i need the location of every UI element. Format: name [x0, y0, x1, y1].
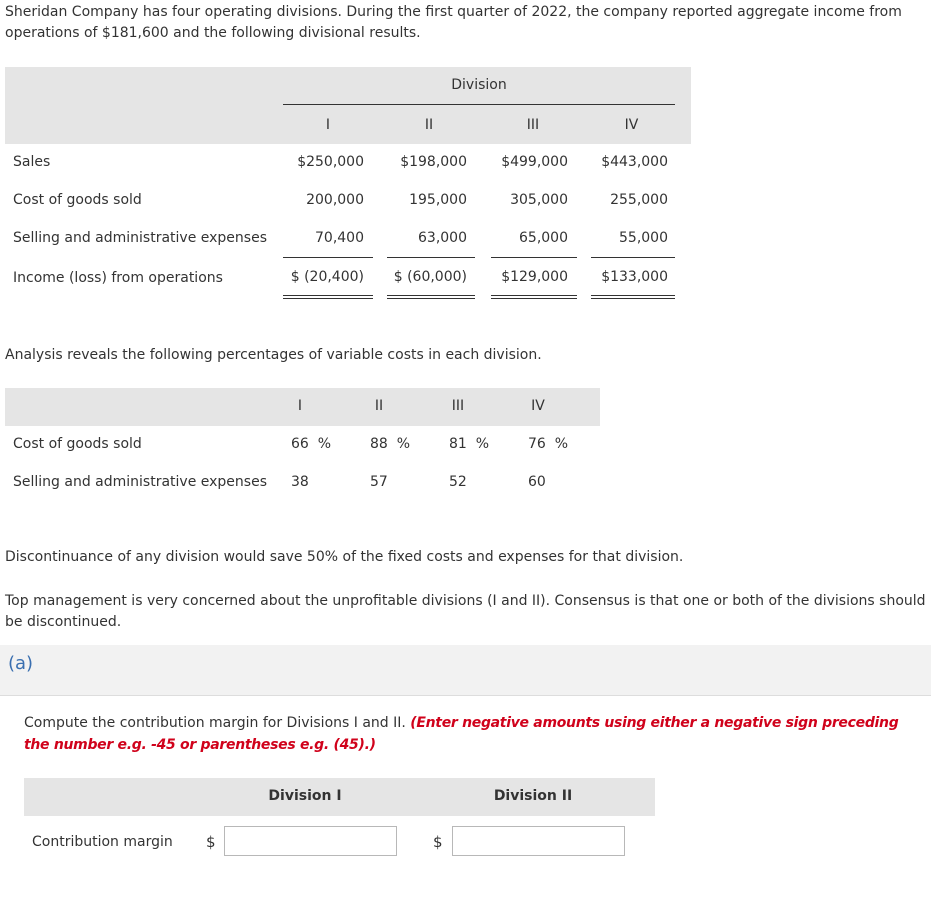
pct-cogs-i: 66 %: [291, 436, 332, 452]
cell-sales-i: $250,000: [297, 154, 364, 170]
row-label-cogs: Cost of goods sold: [13, 192, 142, 208]
intro-paragraph: Sheridan Company has four operating divisions. During the first quarter of 2022, the company reported aggregate income from operations of $181,600 and the following divisional results.: [5, 4, 902, 41]
cell-income-ii: $ (60,000): [393, 269, 467, 285]
division-header-rule: [283, 104, 675, 105]
pct-row-label-sa: Selling and administrative expenses: [13, 474, 267, 490]
pct-sa-i: 38: [291, 474, 309, 490]
cell-cogs-iii: 305,000: [510, 192, 568, 208]
management-paragraph: Top management is very concerned about the unprofitable divisions (I and II). Consensus is that one or both of the divisions should be discontinued.: [5, 593, 926, 630]
underline-ii: [387, 257, 475, 258]
question-text: [24, 712, 924, 756]
cell-income-i: $ (20,400): [290, 269, 364, 285]
double-underline-iii: [491, 295, 577, 299]
contribution-margin-division-ii-input[interactable]: [452, 826, 625, 856]
cell-cogs-ii: 195,000: [409, 192, 467, 208]
pct-sa-iii: 52: [449, 474, 467, 490]
currency-symbol-ii: $: [433, 833, 443, 851]
cell-sa-iii: 65,000: [519, 230, 568, 246]
pct-column-header-ii: II: [374, 398, 384, 414]
division-group-header: Division: [451, 77, 507, 93]
question-prompt: Compute the contribution margin for Divisions I and II.: [24, 715, 406, 731]
part-a-label: (a): [8, 653, 34, 674]
cell-sales-ii: $198,000: [400, 154, 467, 170]
column-header-iv: IV: [624, 117, 639, 133]
underline-iv: [591, 257, 675, 258]
cell-income-iii: $129,000: [501, 269, 568, 285]
answer-header-division-ii: Division II: [493, 788, 573, 804]
cell-cogs-i: 200,000: [306, 192, 364, 208]
pct-sa-ii: 57: [370, 474, 388, 490]
question-instruction: (Enter negative amounts using either a negative sign preceding the number e.g. -45 or parentheses e.g. (45).): [24, 715, 899, 753]
analysis-paragraph: Analysis reveals the following percentages of variable costs in each division.: [5, 347, 542, 363]
pct-row-label-cogs: Cost of goods sold: [13, 436, 142, 452]
pct-cogs-iv: 76 %: [528, 436, 569, 452]
pct-sa-iv: 60: [528, 474, 546, 490]
cell-income-iv: $133,000: [601, 269, 668, 285]
pct-cogs-iii: 81 %: [449, 436, 490, 452]
pct-column-header-iv: IV: [531, 398, 545, 414]
double-underline-iv: [591, 295, 675, 299]
cell-sales-iv: $443,000: [601, 154, 668, 170]
pct-column-header-i: I: [297, 398, 303, 414]
row-label-sales: Sales: [13, 154, 51, 170]
underline-iii: [491, 257, 577, 258]
discontinuance-paragraph: Discontinuance of any division would save 50% of the fixed costs and expenses for that division.: [5, 549, 684, 565]
pct-column-header-iii: III: [451, 398, 465, 414]
answer-row-label: Contribution margin: [32, 834, 173, 850]
double-underline-ii: [387, 295, 475, 299]
column-header-iii: III: [526, 117, 540, 133]
cell-sa-ii: 63,000: [418, 230, 467, 246]
column-header-ii: II: [424, 117, 434, 133]
currency-symbol-i: $: [206, 833, 216, 851]
row-label-income: Income (loss) from operations: [13, 270, 223, 286]
cell-sa-iv: 55,000: [619, 230, 668, 246]
double-underline-i: [283, 295, 373, 299]
cell-cogs-iv: 255,000: [610, 192, 668, 208]
underline-i: [283, 257, 373, 258]
cell-sa-i: 70,400: [315, 230, 364, 246]
row-label-sa: Selling and administrative expenses: [13, 230, 267, 246]
pct-cogs-ii: 88 %: [370, 436, 411, 452]
answer-header-division-i: Division I: [268, 788, 342, 804]
part-a-section-band: [0, 645, 931, 696]
contribution-margin-division-i-input[interactable]: [224, 826, 397, 856]
cell-sales-iii: $499,000: [501, 154, 568, 170]
column-header-i: I: [325, 117, 331, 133]
